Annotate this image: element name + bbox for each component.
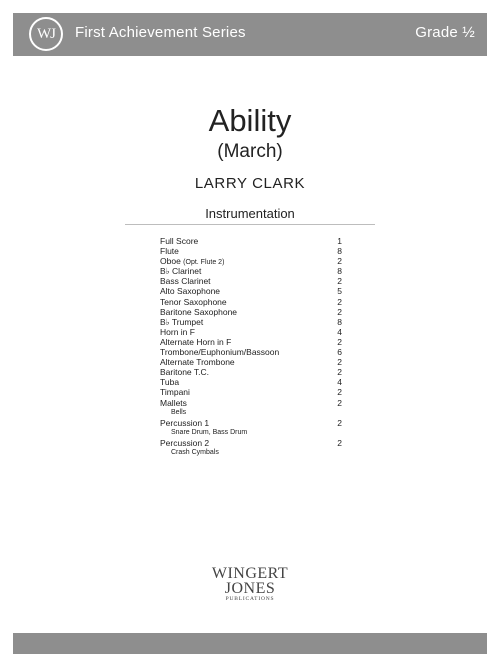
- instrumentation-heading: Instrumentation: [205, 206, 295, 221]
- instrument-row: [160, 398, 342, 408]
- instrument-row: [160, 297, 342, 307]
- instrument-name-text: Baritone Saxophone: [160, 306, 238, 317]
- instrument-subnote-text: [171, 448, 219, 458]
- instrument-quantity: 2: [337, 276, 342, 287]
- instrument-name: [160, 377, 179, 387]
- instrument-quantity: 2: [337, 387, 342, 398]
- instrument-name-text: Baritone T.C.: [160, 367, 209, 378]
- instrument-name-text: Trombone/Euphonium/Bassoon: [160, 347, 280, 358]
- grade-level: Grade ½: [415, 24, 475, 41]
- composer-name: LARRY CLARK: [194, 175, 306, 192]
- instrument-subnote: [160, 448, 342, 458]
- instrument-row: [160, 256, 342, 266]
- instrument-name: [160, 317, 203, 327]
- instrument-row: [160, 418, 342, 428]
- instrument-name: [160, 246, 179, 256]
- divider-line: [125, 224, 375, 225]
- piece-title: Ability: [208, 103, 292, 138]
- instrument-row: [160, 286, 342, 296]
- instrument-quantity: 2: [337, 296, 342, 307]
- instrument-note: (Opt. Flute 2): [183, 259, 225, 267]
- instrument-name: [160, 357, 235, 367]
- instrument-name-text: Alternate Trombone: [160, 357, 235, 368]
- instrument-subnote-text: [171, 428, 247, 438]
- instrument-quantity: 4: [337, 377, 342, 388]
- instrument-quantity: 2: [337, 306, 342, 317]
- instrument-name: [160, 276, 211, 286]
- instrument-row: [160, 317, 342, 327]
- wj-logo: WJ: [29, 17, 63, 51]
- instrumentation-list: [160, 236, 342, 458]
- instrument-name-text: Alto Saxophone: [160, 286, 221, 297]
- instrument-name-text: B♭ Trumpet: [160, 316, 204, 327]
- instrument-row: [160, 276, 342, 286]
- instrument-name-text: Tuba: [160, 377, 180, 388]
- instrument-quantity: 2: [337, 417, 342, 428]
- instrument-name: [160, 387, 190, 397]
- publisher-logo: [0, 566, 500, 603]
- instrument-quantity: 2: [337, 367, 342, 378]
- instrument-name-text: Oboe: [160, 256, 181, 267]
- instrument-quantity: 2: [337, 397, 342, 408]
- instrument-subnote: [160, 408, 342, 418]
- instrument-name-text: Timpani: [160, 387, 190, 398]
- instrument-row: [160, 367, 342, 377]
- instrument-name: [160, 307, 237, 317]
- instrument-quantity: 2: [337, 256, 342, 267]
- instrument-row: [160, 387, 342, 397]
- instrument-quantity: 8: [337, 246, 342, 257]
- instrument-quantity: 2: [337, 437, 342, 448]
- publisher-name-line3: PUBLICATIONS: [225, 596, 275, 602]
- instrument-name: [160, 347, 279, 357]
- instrument-name: [160, 297, 227, 307]
- instrument-quantity: 4: [337, 326, 342, 337]
- instrument-quantity: 6: [337, 347, 342, 358]
- instrument-name-text: Mallets: [160, 397, 187, 408]
- series-name: First Achievement Series: [75, 24, 246, 41]
- instrument-row: [160, 327, 342, 337]
- instrument-row: [160, 347, 342, 357]
- series-header-bar: [13, 13, 487, 56]
- footer-bar: [13, 633, 487, 654]
- instrument-name-text: Bells: [171, 408, 187, 416]
- instrument-row: [160, 246, 342, 256]
- instrument-name-text: Percussion 1: [160, 417, 210, 428]
- instrument-name: [160, 337, 231, 347]
- instrument-subnote-text: [171, 408, 186, 418]
- instrument-name-text: Crash Cymbals: [171, 448, 219, 456]
- instrument-quantity: 8: [337, 266, 342, 277]
- publisher-name-line1: WINGERT: [211, 565, 289, 582]
- instrument-row: [160, 377, 342, 387]
- instrument-name: [160, 327, 195, 337]
- instrument-name: [160, 367, 209, 377]
- publisher-name-line2: JONES: [224, 580, 276, 597]
- instrument-row: [160, 236, 342, 246]
- instrument-name: [160, 286, 220, 296]
- instrument-row: [160, 438, 342, 448]
- instrument-quantity: 2: [337, 357, 342, 368]
- instrument-name-text: Bass Clarinet: [160, 276, 211, 287]
- instrument-name-text: Full Score: [160, 236, 199, 246]
- instrument-subnote: [160, 428, 342, 438]
- instrument-name: [160, 266, 201, 276]
- piece-subtitle: (March): [217, 141, 283, 162]
- instrument-quantity: 1: [337, 236, 342, 246]
- instrument-name-text: Horn in F: [160, 326, 195, 337]
- instrument-name-text: Flute: [160, 246, 179, 257]
- instrument-quantity: 2: [337, 336, 342, 347]
- instrument-name: [160, 398, 187, 408]
- instrument-name: [160, 438, 209, 448]
- instrument-row: [160, 307, 342, 317]
- instrument-name-text: Alternate Horn in F: [160, 336, 232, 347]
- instrument-name-text: Snare Drum, Bass Drum: [171, 428, 248, 436]
- instrument-name-text: Percussion 2: [160, 437, 210, 448]
- instrument-quantity: 8: [337, 316, 342, 327]
- instrument-quantity: 5: [337, 286, 342, 297]
- instrument-row: [160, 266, 342, 276]
- instrument-row: [160, 337, 342, 347]
- instrument-name: [160, 418, 209, 428]
- instrument-name-text: Tenor Saxophone: [160, 296, 227, 307]
- instrument-name-text: B♭ Clarinet: [160, 266, 202, 277]
- instrument-name: [160, 236, 198, 246]
- instrument-row: [160, 357, 342, 367]
